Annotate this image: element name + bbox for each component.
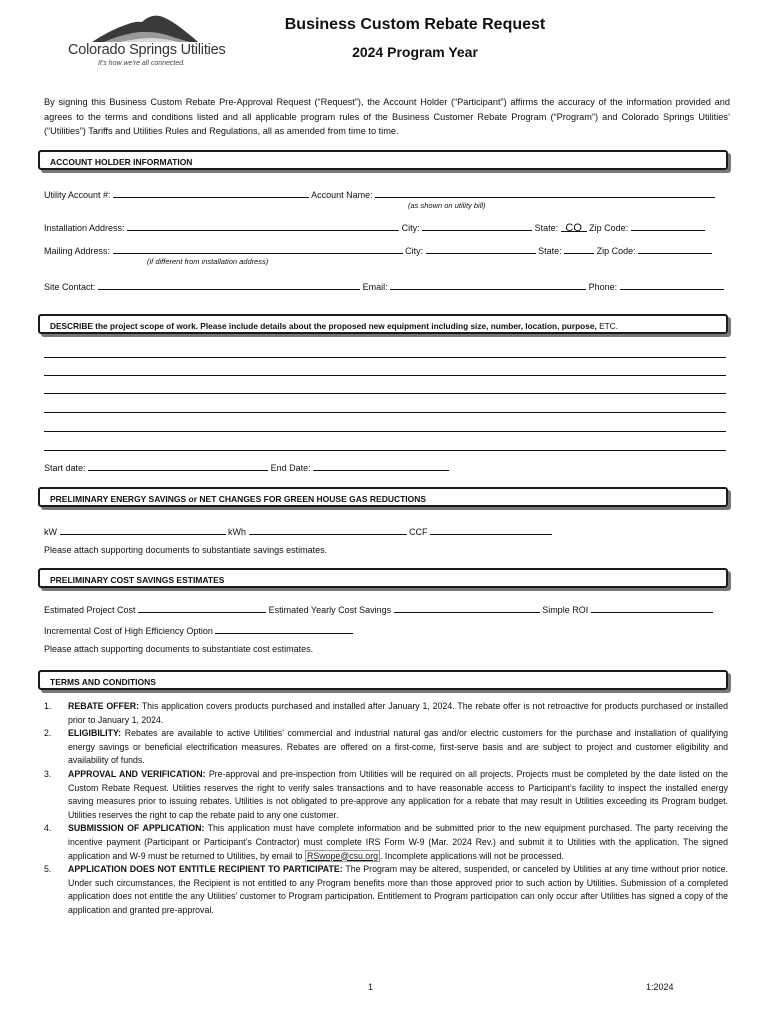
utility-account-row [44,188,715,200]
describe-header-end: ETC. [596,321,618,331]
site-contact-field[interactable] [98,280,360,290]
ccf-label: CCF [409,527,428,537]
utility-account-label: Utility Account #: [44,190,111,200]
phone-field[interactable] [620,280,724,290]
mailing-city-field[interactable] [426,244,536,254]
project-cost-field[interactable] [138,603,266,613]
incremental-row [44,624,353,636]
kw-label: kW [44,527,57,537]
description-line-6[interactable] [44,450,726,451]
kwh-field[interactable] [249,525,407,535]
description-line-1[interactable] [44,357,726,358]
city-field[interactable] [422,221,532,231]
terms-section-header: TERMS AND CONDITIONS [38,670,728,690]
intro-paragraph: By signing this Business Custom Rebate Pre-Approval Request (“Request”), the Account Holder (“Participant”) affirms the accuracy of the information provided and agrees to the terms and conditions listed and all applicable program rules of the Business Customer Rebate Program (“Program”) and Colorado Springs Utilities’ (“Utilities”) Tariffs and Utilities Rules and Regulations, all as amended from time to time. [44,97,730,136]
account-name-note: (as shown on utility bill) [408,201,486,210]
end-date-label: End Date: [270,463,311,473]
city-label: City: [401,223,420,233]
page-subtitle: 2024 Program Year [352,44,478,60]
email-link[interactable]: RSwope@csu.org [306,850,379,861]
description-line-3[interactable] [44,393,726,394]
phone-label: Phone: [588,282,618,292]
start-date-label: Start date: [44,463,86,473]
state-label: State: [534,223,559,233]
revision-label: 1:2024 [646,982,674,992]
yearly-savings-field[interactable] [394,603,540,613]
yearly-savings-label: Estimated Yearly Cost Savings [268,605,392,615]
term-title: SUBMISSION OF APPLICATION: [68,823,205,834]
mountain-logo-icon [90,10,200,44]
term-number: 1. [44,701,52,711]
term-number: 2. [44,728,52,739]
term-item [44,863,728,917]
mailing-city-label: City: [405,246,424,256]
project-cost-label: Estimated Project Cost [44,605,136,615]
mailing-note: (if different from installation address) [147,257,269,266]
logo-tagline: It's how we're all connected. [98,60,186,67]
installation-address-row [44,221,705,233]
mailing-zip-field[interactable] [638,244,712,254]
description-line-2[interactable] [44,375,726,376]
energy-section-header: PRELIMINARY ENERGY SAVINGS or NET CHANGES FOR GREEN HOUSE GAS REDUCTIONS [38,487,728,507]
end-date-field[interactable] [313,461,449,471]
roi-label: Simple ROI [542,605,589,615]
energy-savings-row [44,525,552,537]
cost-note: Please attach supporting documents to substantiate cost estimates. [44,644,314,654]
roi-field[interactable] [591,603,713,613]
term-title: ELIGIBILITY: [68,728,122,739]
cost-row [44,603,713,615]
site-contact-label: Site Contact: [44,282,96,292]
description-line-5[interactable] [44,431,726,432]
mailing-zip-label: Zip Code: [596,246,636,256]
start-date-field[interactable] [88,461,268,471]
utility-logo [68,10,226,70]
describe-header-text: DESCRIBE the project scope of work. Please include details about the proposed new equipment including size, number, location, purpose, [50,321,597,331]
mailing-address-label: Mailing Address: [44,246,111,256]
dates-row [44,461,449,473]
site-contact-row [44,280,724,292]
term-text: The Program may be altered, suspended, or canceled by Utilities at any time without prior notice. Under such circumstances, the Recipient is not entitled to any Program benefits more than those approved prior to such action by Utilities. Submission of a completed application does not entitle the any Utilities’ customer to Program participation. Entitlement to Program participation can only occur after Utilities has signed a copy of the application and granted pre-approval. [68,864,728,915]
state-value: CO [565,222,582,234]
installation-address-field[interactable] [127,221,399,231]
zip-label: Zip Code: [589,223,629,233]
email-field[interactable] [390,280,586,290]
cost-section-header: PRELIMINARY COST SAVINGS ESTIMATES [38,568,728,588]
term-title: REBATE OFFER: [68,701,140,711]
zip-field[interactable] [631,221,705,231]
page-title: Business Custom Rebate Request [284,16,546,33]
mailing-address-row [44,244,712,256]
mailing-address-field[interactable] [113,244,403,254]
term-item [44,822,728,863]
account-name-field[interactable] [375,188,715,198]
term-number: 5. [44,864,52,875]
term-item [44,727,728,768]
term-text: Rebates are available to active Utilities’ commercial and industrial natural gas and/or electric customers for the purchase and installation of qualifying energy savings or beneficial electrification measures. Rebates are offered on a first-come, first-serve basis and are subject to project and customer eligibility and availability of funds. [68,728,728,766]
kw-field[interactable] [60,525,226,535]
term-text: Pre-approval and pre-inspection from Utilities will be required on all projects. Projects must be completed by the date listed on the Custom Rebate Request. Utilities reserves the right to verify sales transactions and to have reasonable access to Participant’s facility to inspect the installed energy saving measures prior to issuing rebates. Utilities is not obligated to pre-approve any application for a rebate that may result in Utilities exceeding its Program budget. Utilities reserves the right to cap the rebate paid to any one customer. [68,768,729,820]
installation-address-label: Installation Address: [44,223,125,233]
term-text: This application covers products purchased and installed after January 1, 2024. The rebate offer is not retroactive for products purchased or installed prior to January 1, 2024. [68,701,728,725]
page-number: 1 [368,982,374,992]
term-item [44,768,728,822]
incremental-field[interactable] [215,624,353,634]
describe-section-header [38,314,728,334]
term-title: APPROVAL AND VERIFICATION: [68,768,206,779]
term-text-after: . Incomplete applications will not be processed. [380,850,564,861]
kwh-label: kWh [228,527,247,537]
energy-note: Please attach supporting documents to substantiate savings estimates. [44,545,328,555]
term-title: APPLICATION DOES NOT ENTITLE RECIPIENT TO PARTICIPATE: [68,864,343,875]
description-line-4[interactable] [44,412,726,413]
incremental-label: Incremental Cost of High Efficiency Option [44,626,213,636]
state-field[interactable] [561,222,587,232]
ccf-field[interactable] [430,525,552,535]
term-item [44,700,728,727]
mailing-state-label: State: [538,246,562,256]
mailing-state-field[interactable] [564,244,594,254]
account-name-label: Account Name: [311,190,373,200]
term-text: This application must have complete information and be submitted prior to the new equipment purchased. The party receiving the incentive payment (Participant or Participant’s Contractor) must complete IRS Form W-9 (Mar. 2024 Rev.) and submit it to Utilities with the application. The signed application and W-9 must be returned to Utilities, by email to [68,823,728,861]
account-section-header: ACCOUNT HOLDER INFORMATION [38,150,728,170]
terms-list [44,700,728,918]
term-number: 3. [44,768,52,779]
email-label: Email: [362,282,388,292]
utility-account-field[interactable] [113,188,309,198]
logo-name: Colorado Springs Utilities [68,42,226,58]
term-number: 4. [44,823,52,834]
